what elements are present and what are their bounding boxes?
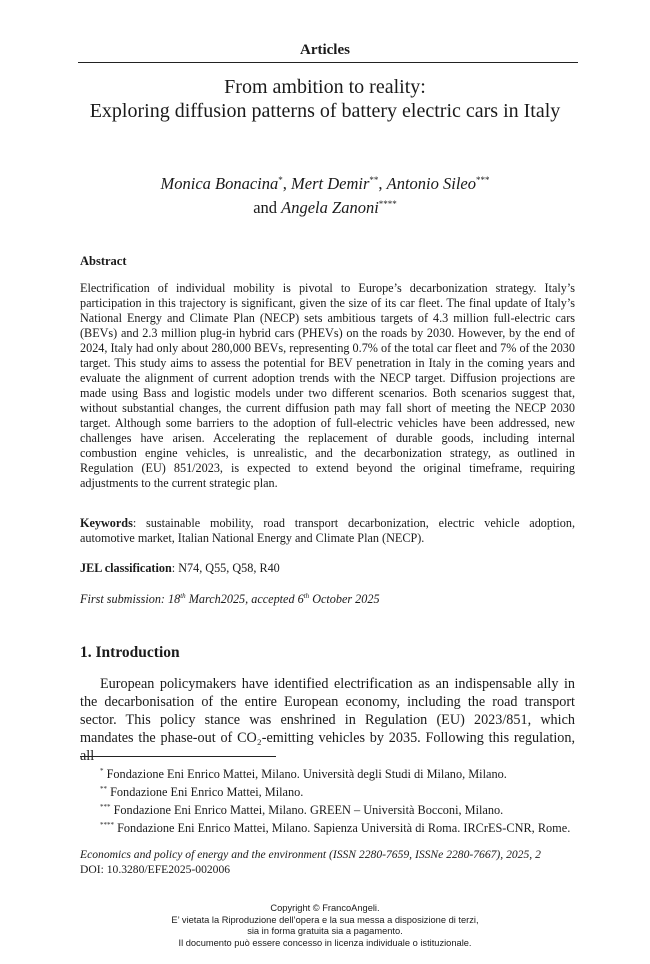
- introduction-text: European policymakers have identified electrification as an indispensable ally in the decarbonisation of the entire European economy, including the road transport sector. This policy stance was enshrined in Regulation (EU) 2023/851, which mandates the phase-out of CO₂-emitting vehicles by 2035. Following this regulation, all: [80, 676, 575, 764]
- abstract-heading: Abstract: [80, 254, 127, 268]
- jel-text: : N74, Q55, Q58, R40: [171, 561, 280, 575]
- footnote-mark: ****: [100, 821, 114, 829]
- submission-prefix: First submission: 18: [80, 592, 181, 606]
- submission-suffix: October 2025: [309, 592, 380, 606]
- footnotes: [80, 764, 575, 836]
- footnote: [80, 800, 575, 818]
- author-mark: ****: [378, 199, 397, 209]
- footnote: [80, 782, 575, 800]
- submission-mid: March2025, accepted 6: [185, 592, 304, 606]
- section-label-text: Articles: [300, 42, 350, 58]
- abstract-text: Electrification of individual mobility is pivotal to Europe’s decarbonization strategy. Italy’s participation in this trajectory is significant, given the size of its car fleet. The final update of Italy’s National Energy and Climate Plan (NECP) sets ambitious targets of 4.3 million full-electric cars (BEVs) and 2.3 million plug-in hybrid cars (PHEVs) on the roads by 2030. However, by the end of 2024, Italy had only about 280,000 BEVs, representing 0.7% of the total car fleet and 7% of the 2030 target. This study aims to assess the potential for BEV penetration in Italy in the coming years and evaluate the alignment of current adoption trends with the NECP target. Diffusion projections are made using Bass and logistic models under two different scenarios. Both scenarios suggest that, without substantial changes, the current diffusion path may fall short of meeting the NECP 2030 target. Although some barriers to the adoption of full-electric vehicles have been addressed, new challenges have arisen. Accelerating the replacement of durable goods, including internal combustion engine vehicles, is unrealistic, and the decarbonization strategy, as outlined in Regulation (EU) 851/2023, is expected to extend beyond the original timeframe, requiring adjustments to the current strategic plan.: [80, 281, 575, 490]
- author-mark: *: [278, 175, 283, 185]
- keywords: [80, 516, 575, 546]
- paper-title: [60, 75, 590, 123]
- title-line-1: From ambition to reality:: [224, 76, 426, 98]
- section-label: [0, 42, 650, 59]
- copyright-line: Copyright © FrancoAngeli.: [270, 903, 380, 913]
- footnote-mark: ***: [100, 803, 111, 811]
- author-name: Angela Zanoni: [281, 198, 379, 217]
- ordinal-suffix: th: [180, 592, 186, 600]
- author-mark: **: [369, 175, 379, 185]
- title-line-2: Exploring diffusion patterns of battery electric cars in Italy: [89, 100, 561, 122]
- footnote: [80, 818, 575, 836]
- keywords-label: Keywords: [80, 516, 133, 530]
- footnote-mark: *: [100, 767, 104, 775]
- jel-classification: [80, 561, 280, 576]
- author-mark: ***: [476, 175, 490, 185]
- copyright-notice: [0, 903, 650, 949]
- authors-line-1: [60, 170, 590, 194]
- author-separator: ,: [378, 174, 387, 193]
- footnote-text: Fondazione Eni Enrico Mattei, Milano. GREEN – Università Bocconi, Milano.: [110, 803, 504, 817]
- ordinal-suffix: th: [303, 592, 310, 600]
- copyright-line: E’ vietata la Riproduzione dell’opera e la sua messa a disposizione di terzi,: [171, 914, 479, 925]
- footnote-rule: [80, 756, 276, 757]
- author-name: Antonio Sileo: [386, 174, 476, 193]
- authors-line-2: [60, 194, 590, 218]
- keywords-text: : sustainable mobility, road transport decarbonization, electric vehicle adoption, automotive market, Italian National Energy and Climate Plan (NECP).: [80, 516, 575, 545]
- author-name: Mert Demir: [291, 174, 370, 193]
- author-name: Monica Bonacina: [160, 174, 279, 193]
- author-separator: ,: [282, 174, 292, 193]
- footnote-text: Fondazione Eni Enrico Mattei, Milano. Sapienza Università di Roma. IRCrES-CNR, Rome.: [114, 821, 571, 835]
- footnote-text: Fondazione Eni Enrico Mattei, Milano.: [107, 785, 304, 799]
- author-list: [60, 170, 590, 218]
- footnote: [80, 764, 575, 782]
- jel-label: JEL classification: [80, 561, 172, 575]
- footnote-text: Fondazione Eni Enrico Mattei, Milano. Università degli Studi di Milano, Milano.: [103, 767, 507, 781]
- journal-citation: Economics and policy of energy and the environment (ISSN 2280-7659, ISSNe 2280-7667), 2025, 2: [80, 848, 541, 861]
- introduction-heading: 1. Introduction: [80, 644, 180, 661]
- copyright-line: Il documento può essere concesso in licenza individuale o istituzionale.: [178, 937, 472, 948]
- copyright-line: sia in forma gratuita sia a pagamento.: [247, 926, 403, 936]
- author-conjunction: and: [253, 198, 282, 217]
- header-rule: [78, 62, 578, 63]
- submission-dates: [80, 592, 380, 607]
- doi: DOI: 10.3280/EFE2025-002006: [80, 863, 231, 876]
- footnote-mark: **: [100, 785, 107, 793]
